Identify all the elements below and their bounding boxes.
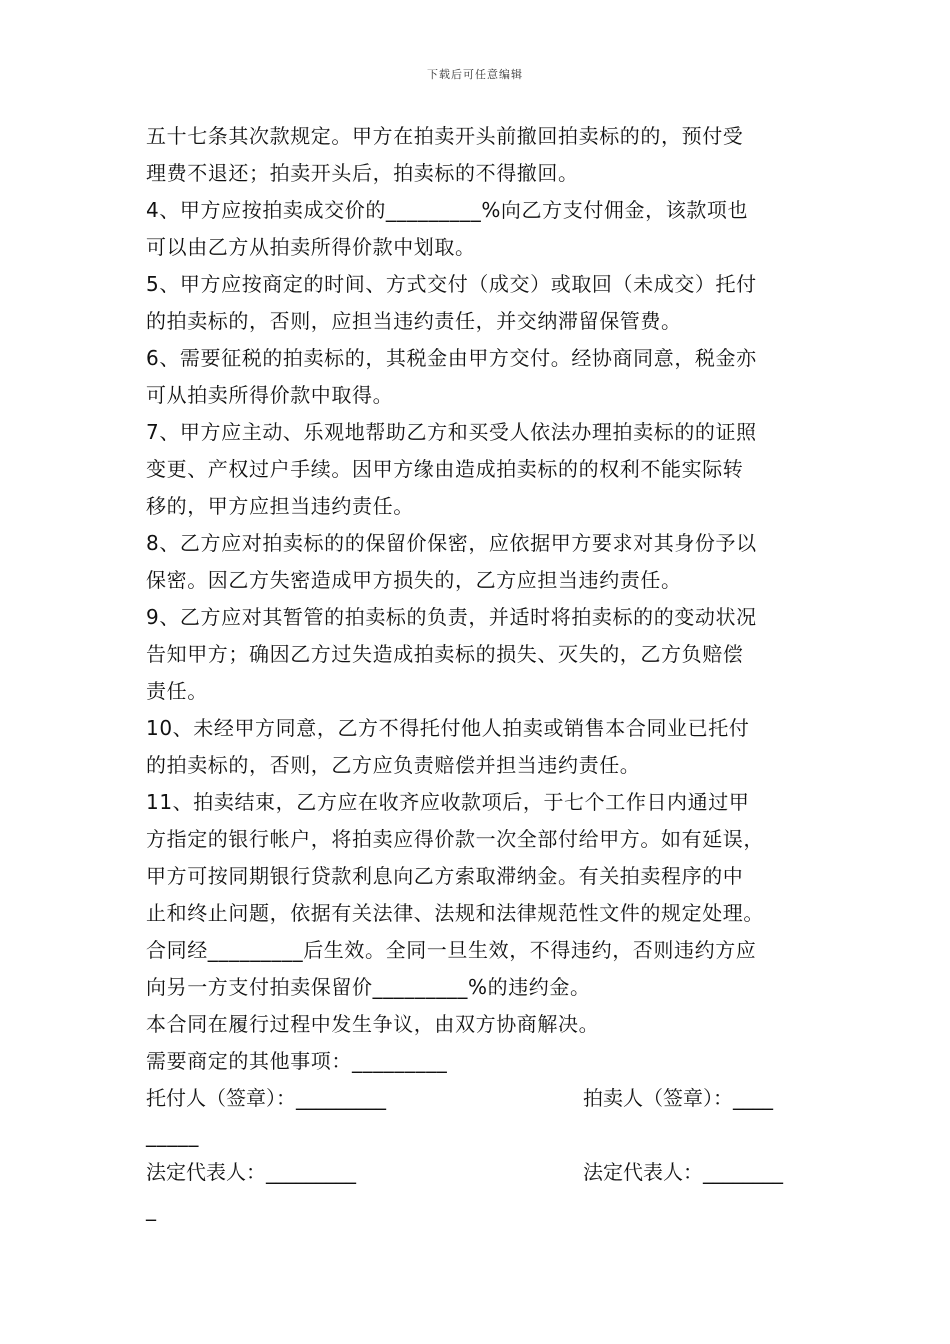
- clause-7-line: 7、甲方应主动、乐观地帮助乙方和买受人依法办理拍卖标的的证照: [146, 420, 757, 444]
- text-line: 理费不退还；拍卖开头后，拍卖标的不得撤回。: [146, 161, 579, 185]
- consignor-signature: 托付人（签章）：_________: [146, 1086, 386, 1110]
- text-line: 合同经_________后生效。全同一旦生效，不得违约，否则违约方应: [146, 938, 757, 962]
- text-line: 的拍卖标的，否则，应担当违约责任，并交纳滞留保管费。: [146, 309, 682, 333]
- clause-10-line: 10、未经甲方同意，乙方不得托付他人拍卖或销售本合同业已托付: [146, 716, 750, 740]
- text-line: 移的，甲方应担当违约责任。: [146, 494, 414, 518]
- clause-8-line: 8、乙方应对拍卖标的的保留价保密，应依据甲方要求对其身份予以: [146, 531, 757, 555]
- text-line: 的拍卖标的，否则，乙方应负责赔偿并担当违约责任。: [146, 753, 641, 777]
- clause-5-line: 5、甲方应按商定的时间、方式交付（成交）或取回（未成交）托付: [146, 272, 757, 296]
- signature-row-2: [146, 1154, 816, 1191]
- text-line: 五十七条其次款规定。甲方在拍卖开头前撤回拍卖标的的，预付受: [146, 124, 744, 148]
- text-line: 止和终止问题，依据有关法律、法规和法律规范性文件的规定处理。: [146, 901, 764, 925]
- text-line: 本合同在履行过程中发生争议，由双方协商解决。: [146, 1012, 600, 1036]
- text-line: 可以由乙方从拍卖所得价款中划取。: [146, 235, 476, 259]
- page-header-note: 下载后可任意编辑: [427, 68, 523, 81]
- text-line: 需要商定的其他事项：_________: [146, 1049, 448, 1073]
- legal-rep-right: 法定代表人：________: [583, 1160, 783, 1184]
- text-line: 向另一方支付拍卖保留价_________%的违约金。: [146, 975, 591, 999]
- signature-wrap-line: _: [146, 1197, 157, 1221]
- clause-9-line: 9、乙方应对其暂管的拍卖标的负责，并适时将拍卖标的的变动状况: [146, 605, 757, 629]
- text-line: 告知甲方；确因乙方过失造成拍卖标的损失、灭失的，乙方负赔偿: [146, 642, 744, 666]
- text-line: 甲方可按同期银行贷款利息向乙方索取滞纳金。有关拍卖程序的中: [146, 864, 744, 888]
- text-line: 变更、产权过户手续。因甲方缘由造成拍卖标的的权利不能实际转: [146, 457, 744, 481]
- legal-rep-left: 法定代表人：_________: [146, 1160, 356, 1184]
- auctioneer-signature: 拍卖人（签章）：____: [583, 1086, 773, 1110]
- clause-4-line: 4、甲方应按拍卖成交价的_________%向乙方支付佣金，该款项也: [146, 198, 749, 222]
- signature-wrap-line: _____: [146, 1123, 199, 1147]
- text-line: 责任。: [146, 679, 208, 703]
- text-line: 可从拍卖所得价款中取得。: [146, 383, 394, 407]
- signature-row-1: [146, 1080, 816, 1117]
- clause-6-line: 6、需要征税的拍卖标的，其税金由甲方交付。经协商同意，税金亦: [146, 346, 757, 370]
- text-line: 保密。因乙方失密造成甲方损失的，乙方应担当违约责任。: [146, 568, 682, 592]
- text-line: 方指定的银行帐户，将拍卖应得价款一次全部付给甲方。如有延误，: [146, 827, 764, 851]
- contract-body: [146, 118, 816, 1228]
- clause-11-line: 11、拍卖结束，乙方应在收齐应收款项后，于七个工作日内通过甲: [146, 790, 750, 814]
